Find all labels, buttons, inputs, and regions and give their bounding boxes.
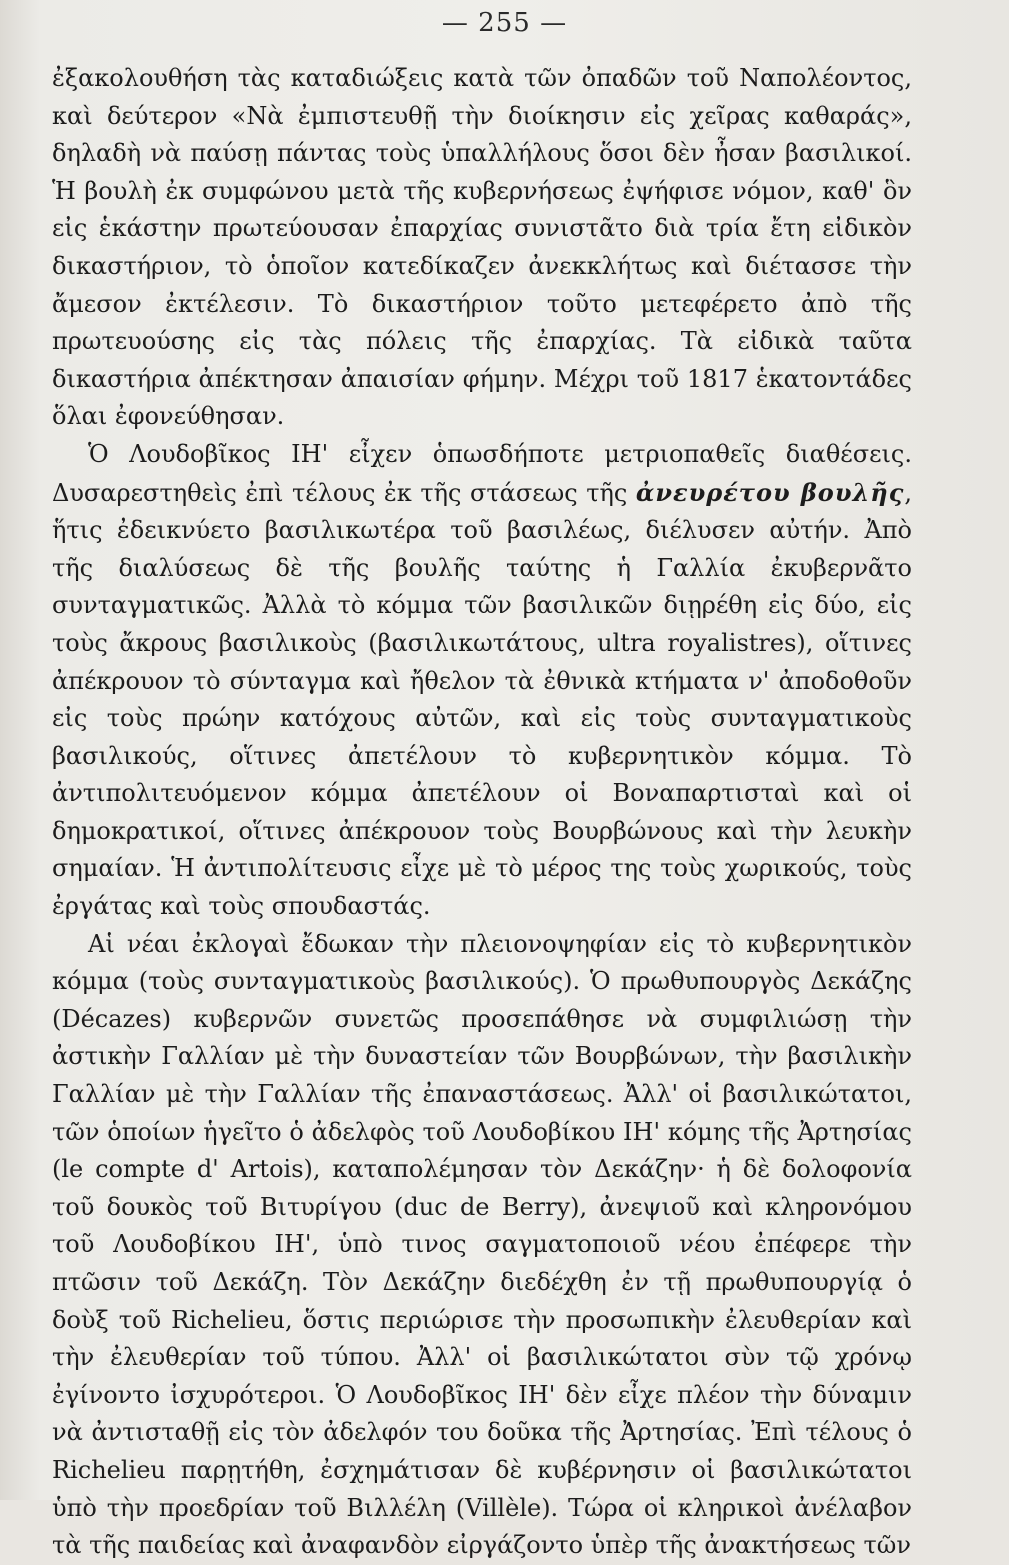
paragraph-3	[52, 926, 912, 1565]
paragraph-3-text: Αἱ νέαι ἐκλογαὶ ἔδωκαν τὴν πλειονοψηφίαν εἰς τὸ κυβερνητικὸν κόμμα (τοὺς συνταγματικοὺς βασιλικούς). Ὁ πρωθυπουργὸς Δεκάζης (Décazes) κυβερνῶν συνετῶς προσεπάθησε νὰ συμφιλιώσῃ τὴν ἀστικὴν Γαλλίαν μὲ τὴν δυναστείαν τῶν Βουρβώνων, τὴν βασιλικὴν Γαλλίαν μὲ τὴν Γαλλίαν τῆς ἐπαναστάσεως. Ἀλλ' οἱ βασιλικώτατοι, τῶν ὁποίων ἡγεῖτο ὁ ἀδελφὸς τοῦ Λουδοβίκου ΙΗ' κόμης τῆς Ἀρτησίας (le compte d' Artois), καταπολέμησαν τὸν Δεκάζην· ἡ δὲ δολοφονία τοῦ δουκὸς τοῦ Βιτυρίγου (duc de Berry), ἀνεψιοῦ καὶ κληρονόμου τοῦ Λουδοβίκου ΙΗ', ὑπὸ τινος σαγματοποιοῦ νέου ἐπέφερε τὴν πτῶσιν τοῦ Δεκάζη. Τὸν Δεκάζην διεδέχθη ἐν τῇ πρωθυπουργίᾳ ὁ δοὺξ τοῦ Richelieu, ὅστις περιώρισε τὴν προσωπικὴν ἐλευθερίαν καὶ τὴν ἐλευθερίαν τοῦ τύπου. Ἀλλ' οἱ βασιλικώτατοι σὺν τῷ χρόνῳ ἐγίνοντο ἰσχυρότεροι. Ὁ Λουδοβῖκος ΙΗ' δὲν εἶχε πλέον τὴν δύναμιν νὰ ἀντισταθῇ εἰς τὸν ἀδελφόν του δοῦκα τῆς Ἀρτησίας. Ἐπὶ τέλους ὁ Richelieu παρῃτήθη, ἐσχημάτισαν δὲ κυβέρνησιν οἱ βασιλικώτατοι ὑπὸ τὴν προεδρίαν τοῦ Βιλλέλη (Villèle). Τώρα οἱ κληρικοὶ ἀνέλαβον τὰ τῆς παιδείας καὶ ἀναφανδὸν εἰργάζοντο ὑπὲρ τῆς ἀνακτήσεως τῶν	[52, 929, 912, 1560]
paragraph-2-text-a: Ὁ Λουδοβῖκος ΙΗ' εἶχεν ὁπωσδήποτε μετριοπαθεῖς διαθέσεις. Δυσαρεστηθεὶς ἐπὶ τέλους ἐκ τῆς στάσεως τῆς	[52, 439, 912, 507]
emphasized-phrase: ἀνευρέτου βουλῆς	[635, 477, 905, 507]
paragraph-2	[52, 436, 912, 926]
paragraph-1	[52, 60, 912, 436]
paragraph-2-text-b: , ἥτις ἐδεικνύετο βασιλικωτέρα τοῦ βασιλέως, διέλυσεν αὐτήν. Ἀπὸ τῆς διαλύσεως δὲ τῆς βουλῆς ταύτης ἡ Γαλλία ἐκυβερνᾶτο συνταγματικῶς. Ἀλλὰ τὸ κόμμα τῶν βασιλικῶν διῃρέθη εἰς δύο, εἰς τοὺς ἄκρους βασιλικοὺς (βασιλικωτάτους, ultra royalistres), οἵτινες ἀπέκρουον τὸ σύνταγμα καὶ ἤθελον τὰ ἐθνικὰ κτήματα ν' ἀποδοθοῦν εἰς τοὺς πρώην κατόχους αὐτῶν, καὶ εἰς τοὺς συνταγματικοὺς βασιλικούς, οἵτινες ἀπετέλουν τὸ κυβερνητικὸν κόμμα. Τὸ ἀντιπολιτευόμενον κόμμα ἀπετέλουν οἱ Βοναπαρτισταὶ καὶ οἱ δημοκρατικοί, οἵτινες ἀπέκρουον τοὺς Βουρβώνους καὶ τὴν λευκὴν σημαίαν. Ἡ ἀντιπολίτευσις εἶχε μὲ τὸ μέρος της τοὺς χωρικούς, τοὺς ἐργάτας καὶ τοὺς σπουδαστάς.	[52, 478, 912, 921]
page-number: — 255 —	[441, 8, 568, 38]
paragraph-1-text: ἐξακολουθήση τὰς καταδιώξεις κατὰ τῶν ὀπαδῶν τοῦ Ναπολέοντος, καὶ δεύτερον «Νὰ ἐμπιστευθῇ τὴν διοίκησιν εἰς χεῖρας καθαράς», δηλαδὴ νὰ παύσῃ πάντας τοὺς ὑπαλλήλους ὅσοι δὲν ἦσαν βασιλικοί. Ἡ βουλὴ ἐκ συμφώνου μετὰ τῆς κυβερνήσεως ἐψήφισε νόμον, καθ' ὃν εἰς ἑκάστην πρωτεύουσαν ἐπαρχίας συνιστᾶτο διὰ τρία ἔτη εἰδικὸν δικαστήριον, τὸ ὁποῖον κατεδίκαζεν ἀνεκκλήτως καὶ διέτασσε τὴν ἄμεσον ἐκτέλεσιν. Τὸ δικαστήριον τοῦτο μετεφέρετο ἀπὸ τῆς πρωτευούσης εἰς τὰς πόλεις τῆς ἐπαρχίας. Τὰ εἰδικὰ ταῦτα δικαστήρια ἀπέκτησαν ἀπαισίαν φήμην. Μέχρι τοῦ 1817 ἑκατοντάδες ὅλαι ἐφονεύθησαν.	[52, 64, 912, 431]
body-text	[52, 60, 912, 1565]
